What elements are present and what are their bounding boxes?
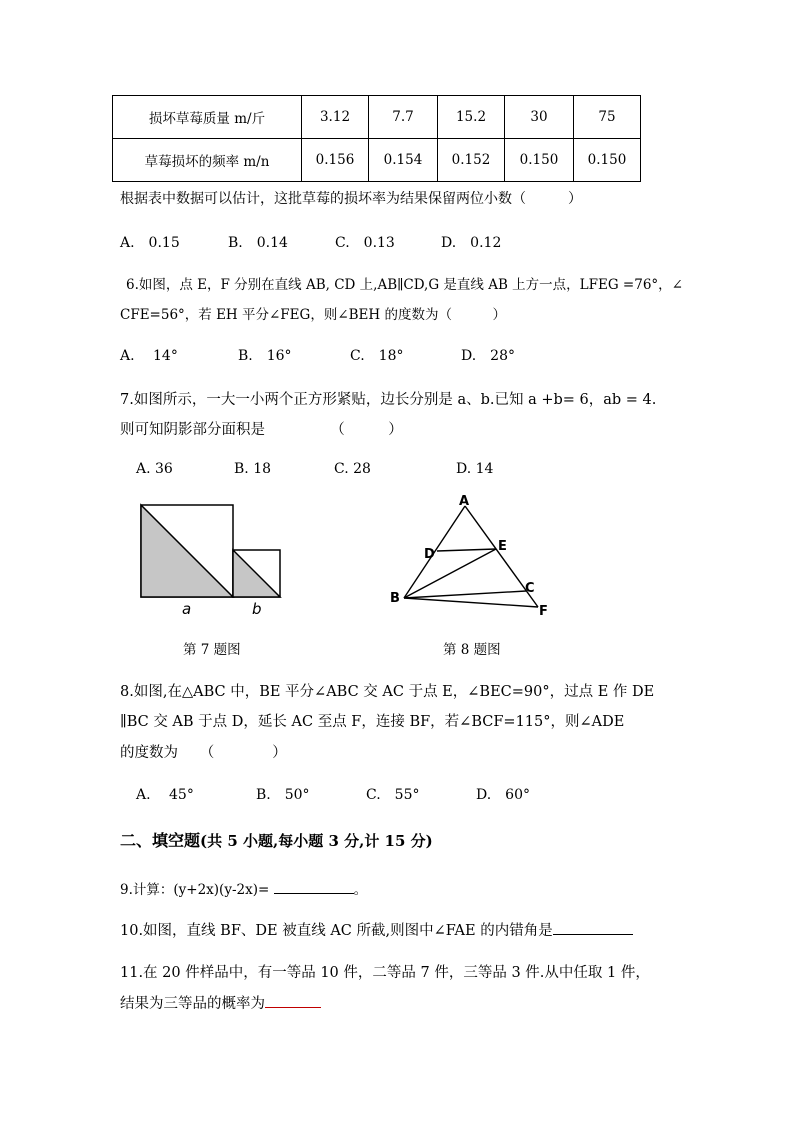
q7-option-a: A. 36 [136, 461, 173, 477]
q11-line2 [120, 992, 321, 1013]
table-cell: 0.150 [574, 139, 641, 182]
q5-option-a: A. 0.15 [120, 235, 180, 251]
figure-7-caption: 第 7 题图 [183, 642, 241, 658]
q10 [120, 919, 633, 940]
point-d-label: D [424, 547, 435, 562]
table-cell: 损坏草莓质量 m/斤 [113, 96, 302, 139]
q9-text: 9.计算：(y+2x)(y-2x)= [120, 882, 274, 898]
q6-line1: 6.如图，点 E，F 分别在直线 AB, CD 上,AB∥CD,G 是直线 AB 上方一点，LFEG =76°，∠ [126, 277, 683, 293]
section-heading [120, 828, 433, 851]
q6-option-c: C. 18° [350, 348, 404, 364]
q7-option-b: B. 18 [234, 461, 272, 477]
table-cell: 7.7 [369, 96, 438, 139]
point-f-label: F [539, 604, 548, 619]
table-cell: 0.152 [438, 139, 505, 182]
point-e-label: E [498, 539, 507, 554]
table-cell: 75 [574, 96, 641, 139]
q10-text: 10.如图，直线 BF、DE 被直线 AC 所截,则图中∠FAE 的内错角是 [120, 923, 553, 939]
q7-line1: 7.如图所示，一大一小两个正方形紧贴，边长分别是 a、b.已知 a +b= 6，ab = 4. [120, 392, 657, 408]
q5-option-c: C. 0.13 [335, 235, 395, 251]
q8-line1: 8.如图,在△ABC 中，BE 平分∠ABC 交 AC 于点 E，∠BEC=90°，过点 E 作 DE [120, 684, 655, 700]
q6-option-a: A. 14° [120, 348, 178, 364]
q8-line3: 的度数为 （ ） [120, 745, 287, 761]
q9-answer-blank[interactable] [274, 893, 354, 894]
point-b-label: B [390, 591, 400, 606]
q6-option-b: B. 16° [238, 348, 292, 364]
q11-line1: 11.在 20 件样品中，有一等品 10 件，二等品 7 件，三等品 3 件.从中任取 1 件， [120, 965, 650, 981]
q8-option-d: D. 60° [476, 787, 530, 803]
q6-option-d: D. 28° [461, 348, 515, 364]
segment-de [437, 549, 496, 551]
figure-8-caption: 第 8 题图 [443, 642, 501, 658]
shaded-triangle-small [233, 550, 280, 597]
table-cell: 15.2 [438, 96, 505, 139]
q7-option-c: C. 28 [334, 461, 371, 477]
table-cell: 30 [505, 96, 574, 139]
table-row [113, 96, 641, 139]
q8-option-c: C. 55° [366, 787, 420, 803]
point-a-label: A [459, 494, 470, 509]
q9-end: 。 [353, 882, 368, 898]
q10-answer-blank[interactable] [553, 934, 633, 935]
q7-option-d: D. 14 [456, 461, 494, 477]
table-cell: 3.12 [302, 96, 369, 139]
q8-option-b: B. 50° [256, 787, 310, 803]
figure-7-squares [130, 500, 290, 622]
segment-be [404, 549, 496, 598]
q5-option-b: B. 0.14 [228, 235, 288, 251]
table-row [113, 139, 641, 182]
table-cell: 0.154 [369, 139, 438, 182]
table-cell: 0.150 [505, 139, 574, 182]
q9 [120, 878, 367, 898]
q11-answer-blank[interactable] [265, 1007, 321, 1008]
q6-line2: CFE=56°，若 EH 平分∠FEG，则∠BEH 的度数为（ ） [120, 307, 506, 323]
q11-text: 结果为三等品的概率为 [120, 996, 265, 1012]
label-a: a [182, 600, 192, 618]
table-cell: 0.156 [302, 139, 369, 182]
q7-line2: 则可知阴影部分面积是 （ ） [120, 422, 403, 438]
segment-bf [404, 598, 538, 607]
segment-bc [404, 591, 526, 598]
table-cell: 草莓损坏的频率 m/n [113, 139, 302, 182]
figure-8-triangle [385, 490, 560, 620]
q5-stem: 根据表中数据可以估计，这批草莓的损坏率为结果保留两位小数（ ） [120, 191, 582, 207]
strawberry-data-table [112, 95, 641, 182]
shaded-triangle-large [141, 505, 233, 597]
q8-line2: ∥BC 交 AB 于点 D，延长 AC 至点 F，连接 BF，若∠BCF=115°，则∠ADE [120, 714, 625, 730]
point-c-label: C [525, 581, 535, 596]
section-subtitle: (共 5 小题,每小题 3 分,计 15 分) [200, 832, 433, 850]
q8-option-a: A. 45° [136, 787, 194, 803]
q5-option-d: D. 0.12 [441, 235, 502, 251]
label-b: b [252, 600, 262, 618]
section-title: 二、填空题 [120, 831, 201, 850]
